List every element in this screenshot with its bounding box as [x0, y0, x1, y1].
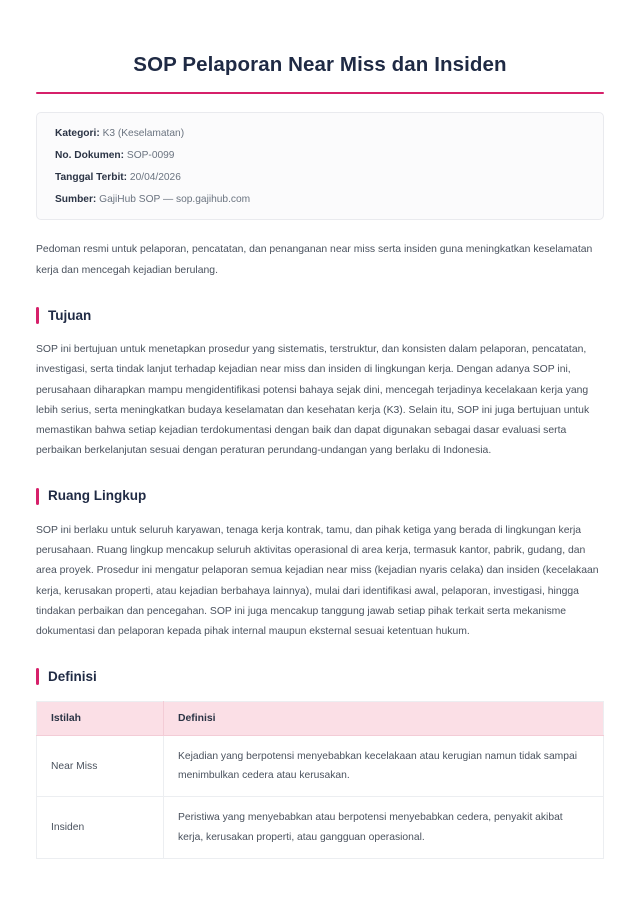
title-divider [36, 92, 604, 94]
meta-row-kategori [55, 129, 585, 139]
table-header-row [37, 702, 604, 736]
section-accent-bar-icon [36, 668, 39, 685]
meta-label-sumber: Sumber: [55, 194, 97, 206]
meta-value-sumber: GajiHub SOP — sop.gajihub.com [99, 194, 251, 206]
cell-istilah: Insiden [37, 797, 164, 858]
definisi-table-body [37, 736, 604, 858]
cell-definisi: Kejadian yang berpotensi menyebabkan kecelakaan atau kerugian namun tidak sampai menimbulkan cedera atau kerusakan. [164, 736, 604, 797]
page-title: SOP Pelaporan Near Miss dan Insiden [133, 53, 507, 76]
column-header-definisi: Definisi [164, 702, 604, 736]
section-title-definisi: Definisi [48, 669, 97, 685]
section-ruang-lingkup [36, 488, 604, 643]
meta-label-tanggal-terbit: Tanggal Terbit: [55, 172, 128, 184]
meta-row-tanggal-terbit [55, 173, 585, 183]
section-title-ruang-lingkup: Ruang Lingkup [48, 488, 147, 504]
meta-row-no-dokumen [55, 151, 585, 161]
document-meta-card [36, 112, 604, 221]
cell-definisi: Peristiwa yang menyebabkan atau berpotensi menyebabkan cedera, penyakit akibat kerja, kerusakan properti, atau gangguan operasional. [164, 797, 604, 858]
meta-value-no-dokumen: SOP-0099 [126, 149, 175, 161]
meta-label-no-dokumen: No. Dokumen: [55, 149, 125, 161]
meta-value-tanggal-terbit: 20/04/2026 [129, 172, 181, 184]
meta-label-kategori: Kategori: [55, 127, 100, 139]
table-row [37, 797, 604, 858]
section-body-ruang-lingkup: SOP ini berlaku untuk seluruh karyawan, tenaga kerja kontrak, tamu, dan pihak ketiga yang berada di lingkungan kerja perusahaan. Ruang lingkup mencakup seluruh aktivitas operasional di area kerja, termasuk kantor, pabrik, gudang, dan area proyek. Prosedur ini mengatur pelaporan semua kejadian near miss (kejadian nyaris celaka) dan insiden (kecelakaan kerja, kerusakan properti, atau kejadian berbahaya lainnya), mulai dari identifikasi awal, pelaporan, investigasi, hingga tindakan perbaikan dan pencegahan. SOP ini juga mencakup tanggung jawab setiap pihak terkait serta mekanisme dokumentasi dan pelaporan kepada pihak internal maupun eksternal sesuai ketentuan hukum. [36, 524, 599, 638]
cell-istilah: Near Miss [37, 736, 164, 797]
section-accent-bar-icon [36, 488, 39, 505]
section-definisi [36, 668, 604, 858]
section-heading-tujuan [36, 307, 604, 324]
section-title-tujuan: Tujuan [48, 307, 92, 323]
section-heading-ruang-lingkup [36, 488, 604, 505]
column-header-istilah: Istilah [37, 702, 164, 736]
section-heading-definisi [36, 668, 604, 685]
table-row [37, 736, 604, 797]
lead-paragraph: Pedoman resmi untuk pelaporan, pencatatan, dan penanganan near miss serta insiden guna meningkatkan keselamatan kerja dan mencegah kejadian berulang. [36, 244, 593, 276]
meta-row-sumber [55, 195, 585, 205]
section-tujuan [36, 307, 604, 462]
meta-value-kategori: K3 (Keselamatan) [102, 127, 185, 139]
section-body-tujuan: SOP ini bertujuan untuk menetapkan prosedur yang sistematis, terstruktur, dan konsisten dalam pelaporan, pencatatan, investigasi, serta tindak lanjut terhadap kejadian near miss dan insiden di lingkungan kerja. Dengan adanya SOP ini, perusahaan diharapkan mampu mengidentifikasi potensi bahaya sejak dini, mencegah terjadinya kecelakaan kerja yang lebih serius, serta meningkatkan budaya keselamatan dan kesehatan kerja (K3). Selain itu, SOP ini juga bertujuan untuk memastikan bahwa setiap kejadian terdokumentasi dengan baik dan dapat digunakan sebagai dasar evaluasi serta perbaikan berkelanjutan sesuai dengan peraturan perundang-undangan yang berlaku di Indonesia. [36, 344, 590, 457]
definisi-table-head [37, 702, 604, 736]
section-accent-bar-icon [36, 307, 39, 324]
definisi-table [36, 701, 604, 858]
